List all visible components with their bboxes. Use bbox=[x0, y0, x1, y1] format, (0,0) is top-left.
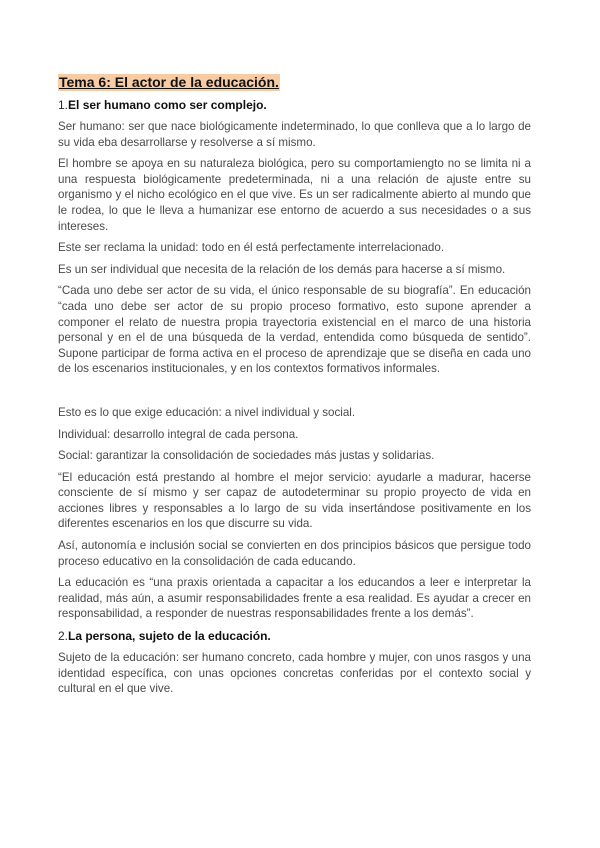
section-number: 1. bbox=[58, 98, 69, 112]
document-page bbox=[58, 74, 531, 703]
paragraph: Este ser reclama la unidad: todo en él está perfectamente interrelacionado. bbox=[58, 241, 445, 255]
paragraph: El hombre se apoya en su naturaleza biológica, pero su comportamiengto no se limita ni a una respuesta biológicamente predeterminada, ni a una relación de ajuste entre su organismo y el nicho ecológico en el que vive. Es un ser radicalmente abierto al mundo que le rodea, lo que le lleva a humanizar ese entorno de acuerdo a sus necesidades o a sus intereses. bbox=[58, 157, 531, 233]
section-heading-1 bbox=[58, 97, 531, 113]
section-heading-2 bbox=[58, 628, 531, 644]
paragraph: Así, autonomía e inclusión social se convierten en dos principios básicos que persigue todo proceso educativo en la consolidación de cada educando. bbox=[58, 539, 531, 568]
document-title: Tema 6: El actor de la educación. bbox=[59, 74, 279, 90]
paragraph: Social: garantizar la consolidación de sociedades más justas y solidarias. bbox=[58, 449, 435, 463]
paragraph: “Cada uno debe ser actor de su vida, el único responsable de su biografía”. En educación “cada uno debe ser actor de su propio proceso formativo, esto supone aprender a componer el relato de nuestra propia trayectoria existencial en el marco de una historia personal y en el de una búsqueda de la verdad, entendida como búsqueda de sentido”. Supone participar de forma activa en el proceso de aprendizaje que se diseña en cada uno de los escenarios institucionales, y en los contextos formativos informales. bbox=[58, 284, 531, 376]
paragraph: La educación es “una praxis orientada a capacitar a los educandos a leer e interpretar la realidad, más aún, a asumir responsabilidades frente a esa realidad. Es ayudar a crecer en responsabilidad, a responder de nuestras responsabilidades frente a los demás”. bbox=[58, 576, 531, 621]
paragraph: Es un ser individual que necesita de la relación de los demás para hacerse a sí mismo. bbox=[58, 262, 506, 276]
paragraph: “El educación está prestando al hombre el mejor servicio: ayudarle a madurar, hacerse consciente de sí mismo y ser capaz de autodeterminar su propio proyecto de vida en acciones libres y responsables a lo largo de su vida insertándose positivamente en los diferentes escenarios en los que discurre su vida. bbox=[58, 470, 531, 531]
paragraph: Individual: desarrollo integral de cada persona. bbox=[58, 427, 299, 441]
paragraph: Esto es lo que exige educación: a nivel individual y social. bbox=[58, 405, 356, 419]
paragraph: Ser humano: ser que nace biológicamente indeterminado, lo que conlleva que a lo largo de su vida eba desarrollarse y resolverse a sí mismo. bbox=[58, 120, 531, 149]
section-heading-text: La persona, sujeto de la educación. bbox=[68, 629, 271, 644]
paragraph: Sujeto de la educación: ser humano concreto, cada hombre y mujer, con unos rasgos y una identidad específica, con unas opciones concretas conferidas por el contexto social y cultural en el que vive. bbox=[58, 651, 531, 696]
spacer bbox=[58, 383, 531, 405]
section-number: 2. bbox=[58, 629, 69, 644]
section-heading-text: El ser humano como ser complejo. bbox=[68, 98, 267, 112]
